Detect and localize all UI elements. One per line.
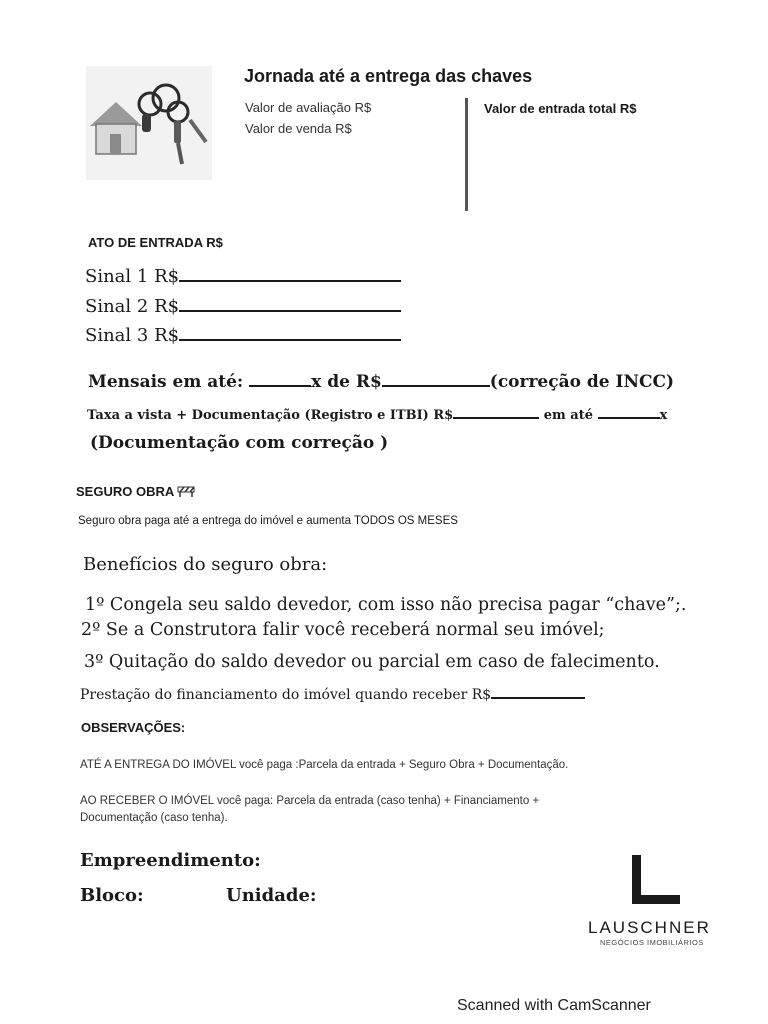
taxa-count-blank[interactable]: [598, 417, 660, 419]
construction-barrier-icon: [177, 484, 195, 498]
taxa-note: (Documentação com correção ): [90, 433, 389, 453]
seguro-heading: SEGURO OBRA: [76, 484, 174, 499]
valor-venda-label: Valor de venda R$: [245, 121, 352, 136]
sinal-2-row: [85, 296, 401, 317]
house-keys-icon: [86, 66, 212, 180]
sinal-1-blank[interactable]: [179, 280, 401, 282]
sinal-2-blank[interactable]: [179, 310, 401, 312]
mensais-middle: x de R$: [311, 372, 382, 392]
sinal-3-blank[interactable]: [179, 339, 401, 341]
lauschner-logo-icon: [632, 855, 682, 905]
mensais-suffix: (correção de INCC): [489, 372, 675, 392]
taxa-suffix: x: [659, 408, 668, 423]
unidade-label: Unidade:: [226, 885, 317, 906]
house-keys-image: [86, 66, 212, 180]
sinal-1-label: Sinal 1 R$: [85, 266, 180, 287]
sinal-1-row: [85, 266, 401, 287]
mensais-prefix: Mensais em até:: [88, 372, 244, 392]
observacao-line-2a: AO RECEBER O IMÓVEL você paga: Parcela da entrada (caso tenha) + Financiamento +: [80, 795, 540, 807]
beneficio-item-3: 3º Quitação do saldo devedor ou parcial em caso de falecimento.: [84, 652, 660, 672]
prestacao-label: Prestação do financiamento do imóvel quando receber R$: [80, 687, 492, 703]
observacoes-heading: OBSERVAÇÕES:: [81, 720, 186, 735]
taxa-row: [87, 408, 667, 423]
valor-entrada-total-label: Valor de entrada total R$: [484, 101, 637, 116]
prestacao-blank[interactable]: [491, 697, 585, 699]
camscanner-watermark: Scanned with CamScanner: [457, 997, 651, 1014]
mensais-row: [88, 372, 674, 392]
header-divider: [465, 98, 468, 211]
logo-name: LAUSCHNER: [588, 918, 711, 937]
ato-entrada-heading: ATO DE ENTRADA R$: [88, 235, 223, 250]
mensais-count-blank[interactable]: [249, 385, 311, 387]
valor-avaliacao-label: Valor de avaliação R$: [245, 100, 372, 115]
sinal-2-label: Sinal 2 R$: [85, 296, 180, 317]
logo-horizontal-bar: [632, 895, 680, 904]
sinal-3-label: Sinal 3 R$: [85, 325, 180, 346]
observacao-line-1: ATÉ A ENTREGA DO IMÓVEL você paga :Parcela da entrada + Seguro Obra + Documentação.: [80, 759, 569, 771]
page-title: Jornada até a entrega das chaves: [244, 66, 533, 86]
taxa-middle: em até: [543, 408, 594, 423]
beneficios-heading: Benefícios do seguro obra:: [83, 554, 328, 575]
taxa-prefix: Taxa a vista + Documentação (Registro e ITBI) R$: [87, 408, 454, 423]
observacao-line-2b: Documentação (caso tenha).: [80, 812, 228, 824]
seguro-description: Seguro obra paga até a entrega do imóvel e aumenta TODOS OS MESES: [78, 515, 458, 527]
logo-tagline: NEGÓCIOS IMOBILIÁRIOS: [600, 938, 704, 947]
beneficio-item-2: 2º Se a Construtora falir você receberá normal seu imóvel;: [81, 620, 605, 640]
taxa-value-blank[interactable]: [453, 417, 539, 419]
mensais-value-blank[interactable]: [382, 385, 490, 387]
seguro-heading-row: [76, 484, 195, 499]
beneficio-item-1: 1º Congela seu saldo devedor, com isso não precisa pagar “chave”;.: [85, 595, 687, 615]
prestacao-row: [80, 687, 585, 703]
bloco-label: Bloco:: [80, 885, 144, 906]
empreendimento-label: Empreendimento:: [80, 850, 261, 871]
sinal-3-row: [85, 325, 401, 346]
